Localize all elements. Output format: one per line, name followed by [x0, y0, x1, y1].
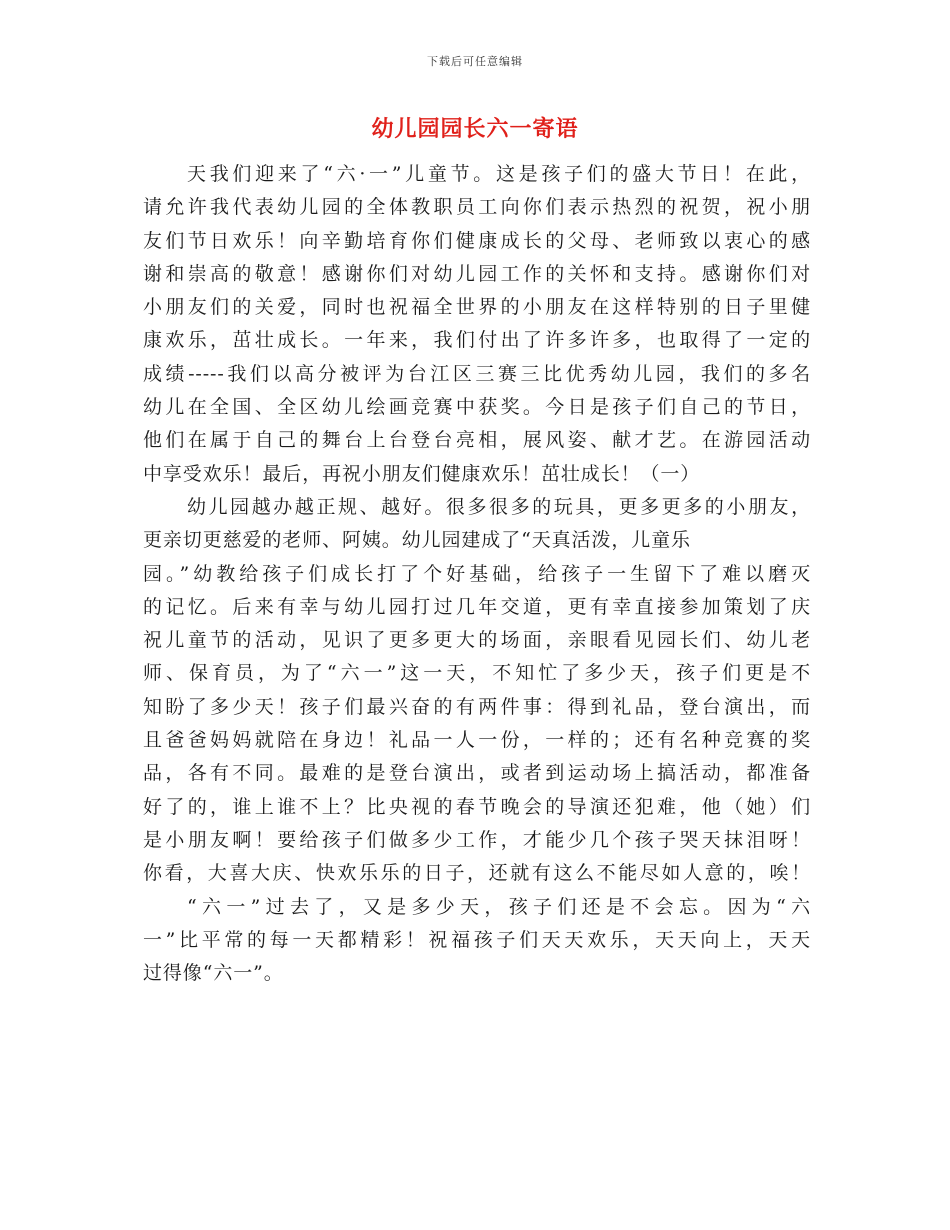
- document-body: [143, 158, 811, 990]
- text-line: 请允许我代表幼儿园的全体教职员工向你们表示热烈的祝贺，祝小朋: [143, 196, 811, 219]
- text-line: 一”比平常的每一天都精彩！祝福孩子们天天欢乐，天天向上，天天: [143, 928, 811, 951]
- paragraph-1: [143, 158, 811, 491]
- text-line: 园。”幼教给孩子们成长打了个好基础，给孩子一生留下了难以磨灭: [143, 562, 811, 585]
- text-line: 天我们迎来了“六·一”儿童节。这是孩子们的盛大节日！在此，: [187, 163, 811, 185]
- text-line: 且爸爸妈妈就陪在身边！礼品一人一份，一样的；还有名种竞赛的奖: [143, 729, 811, 752]
- document-title: 幼儿园园长六一寄语: [371, 117, 579, 142]
- text-line: “六一”过去了，又是多少天，孩子们还是不会忘。因为“六: [187, 895, 811, 918]
- text-line: 知盼了多少天！孩子们最兴奋的有两件事：得到礼品，登台演出，而: [143, 695, 811, 718]
- paragraph-3: [143, 891, 811, 991]
- text-line: 小朋友们的关爱，同时也祝福全世界的小朋友在这样特别的日子里健: [143, 296, 811, 319]
- text-line: 过得像“六一”。: [143, 962, 284, 985]
- text-line: 成绩-----我们以高分被评为台江区三赛三比优秀幼儿园，我们的多名: [143, 362, 811, 385]
- text-line: 好了的，谁上谁不上？比央视的春节晚会的导演还犯难，他（她）们: [143, 795, 811, 818]
- text-line: 的记忆。后来有幸与幼儿园打过几年交道，更有幸直接参加策划了庆: [143, 595, 811, 618]
- text-line: 中享受欢乐！最后，再祝小朋友们健康欢乐！茁壮成长！（一）: [143, 462, 701, 485]
- text-line: 师、保育员，为了“六一”这一天，不知忙了多少天，孩子们更是不: [143, 662, 811, 685]
- paragraph-2: [143, 491, 811, 891]
- text-line: 祝儿童节的活动，见识了更多更大的场面，亲眼看见园长们、幼儿老: [143, 629, 811, 652]
- text-line: 康欢乐，茁壮成长。一年来，我们付出了许多许多，也取得了一定的: [143, 329, 811, 352]
- text-line: 你看，大喜大庆、快欢乐乐的日子，还就有这么不能尽如人意的，唉！: [143, 862, 811, 885]
- text-line: 幼儿园越办越正规、越好。很多很多的玩具，更多更多的小朋友，: [187, 495, 811, 518]
- text-line: 品，各有不同。最难的是登台演出，或者到运动场上搞活动，都准备: [143, 762, 811, 785]
- header-note: 下载后可任意编辑: [427, 55, 523, 68]
- text-line: 是小朋友啊！要给孩子们做多少工作，才能少几个孩子哭天抹泪呀！: [143, 828, 811, 851]
- text-line: 幼儿在全国、全区幼儿绘画竞赛中获奖。今日是孩子们自己的节日，: [143, 396, 811, 419]
- text-line: 他们在属于自己的舞台上台登台亮相，展风姿、献才艺。在游园活动: [143, 429, 811, 452]
- text-line: 更亲切更慈爱的老师、阿姨。幼儿园建成了“天真活泼，儿童乐: [143, 529, 691, 552]
- text-line: 友们节日欢乐！向辛勤培育你们健康成长的父母、老师致以衷心的感: [143, 229, 811, 252]
- text-line: 谢和崇高的敬意！感谢你们对幼儿园工作的关怀和支持。感谢你们对: [143, 262, 811, 285]
